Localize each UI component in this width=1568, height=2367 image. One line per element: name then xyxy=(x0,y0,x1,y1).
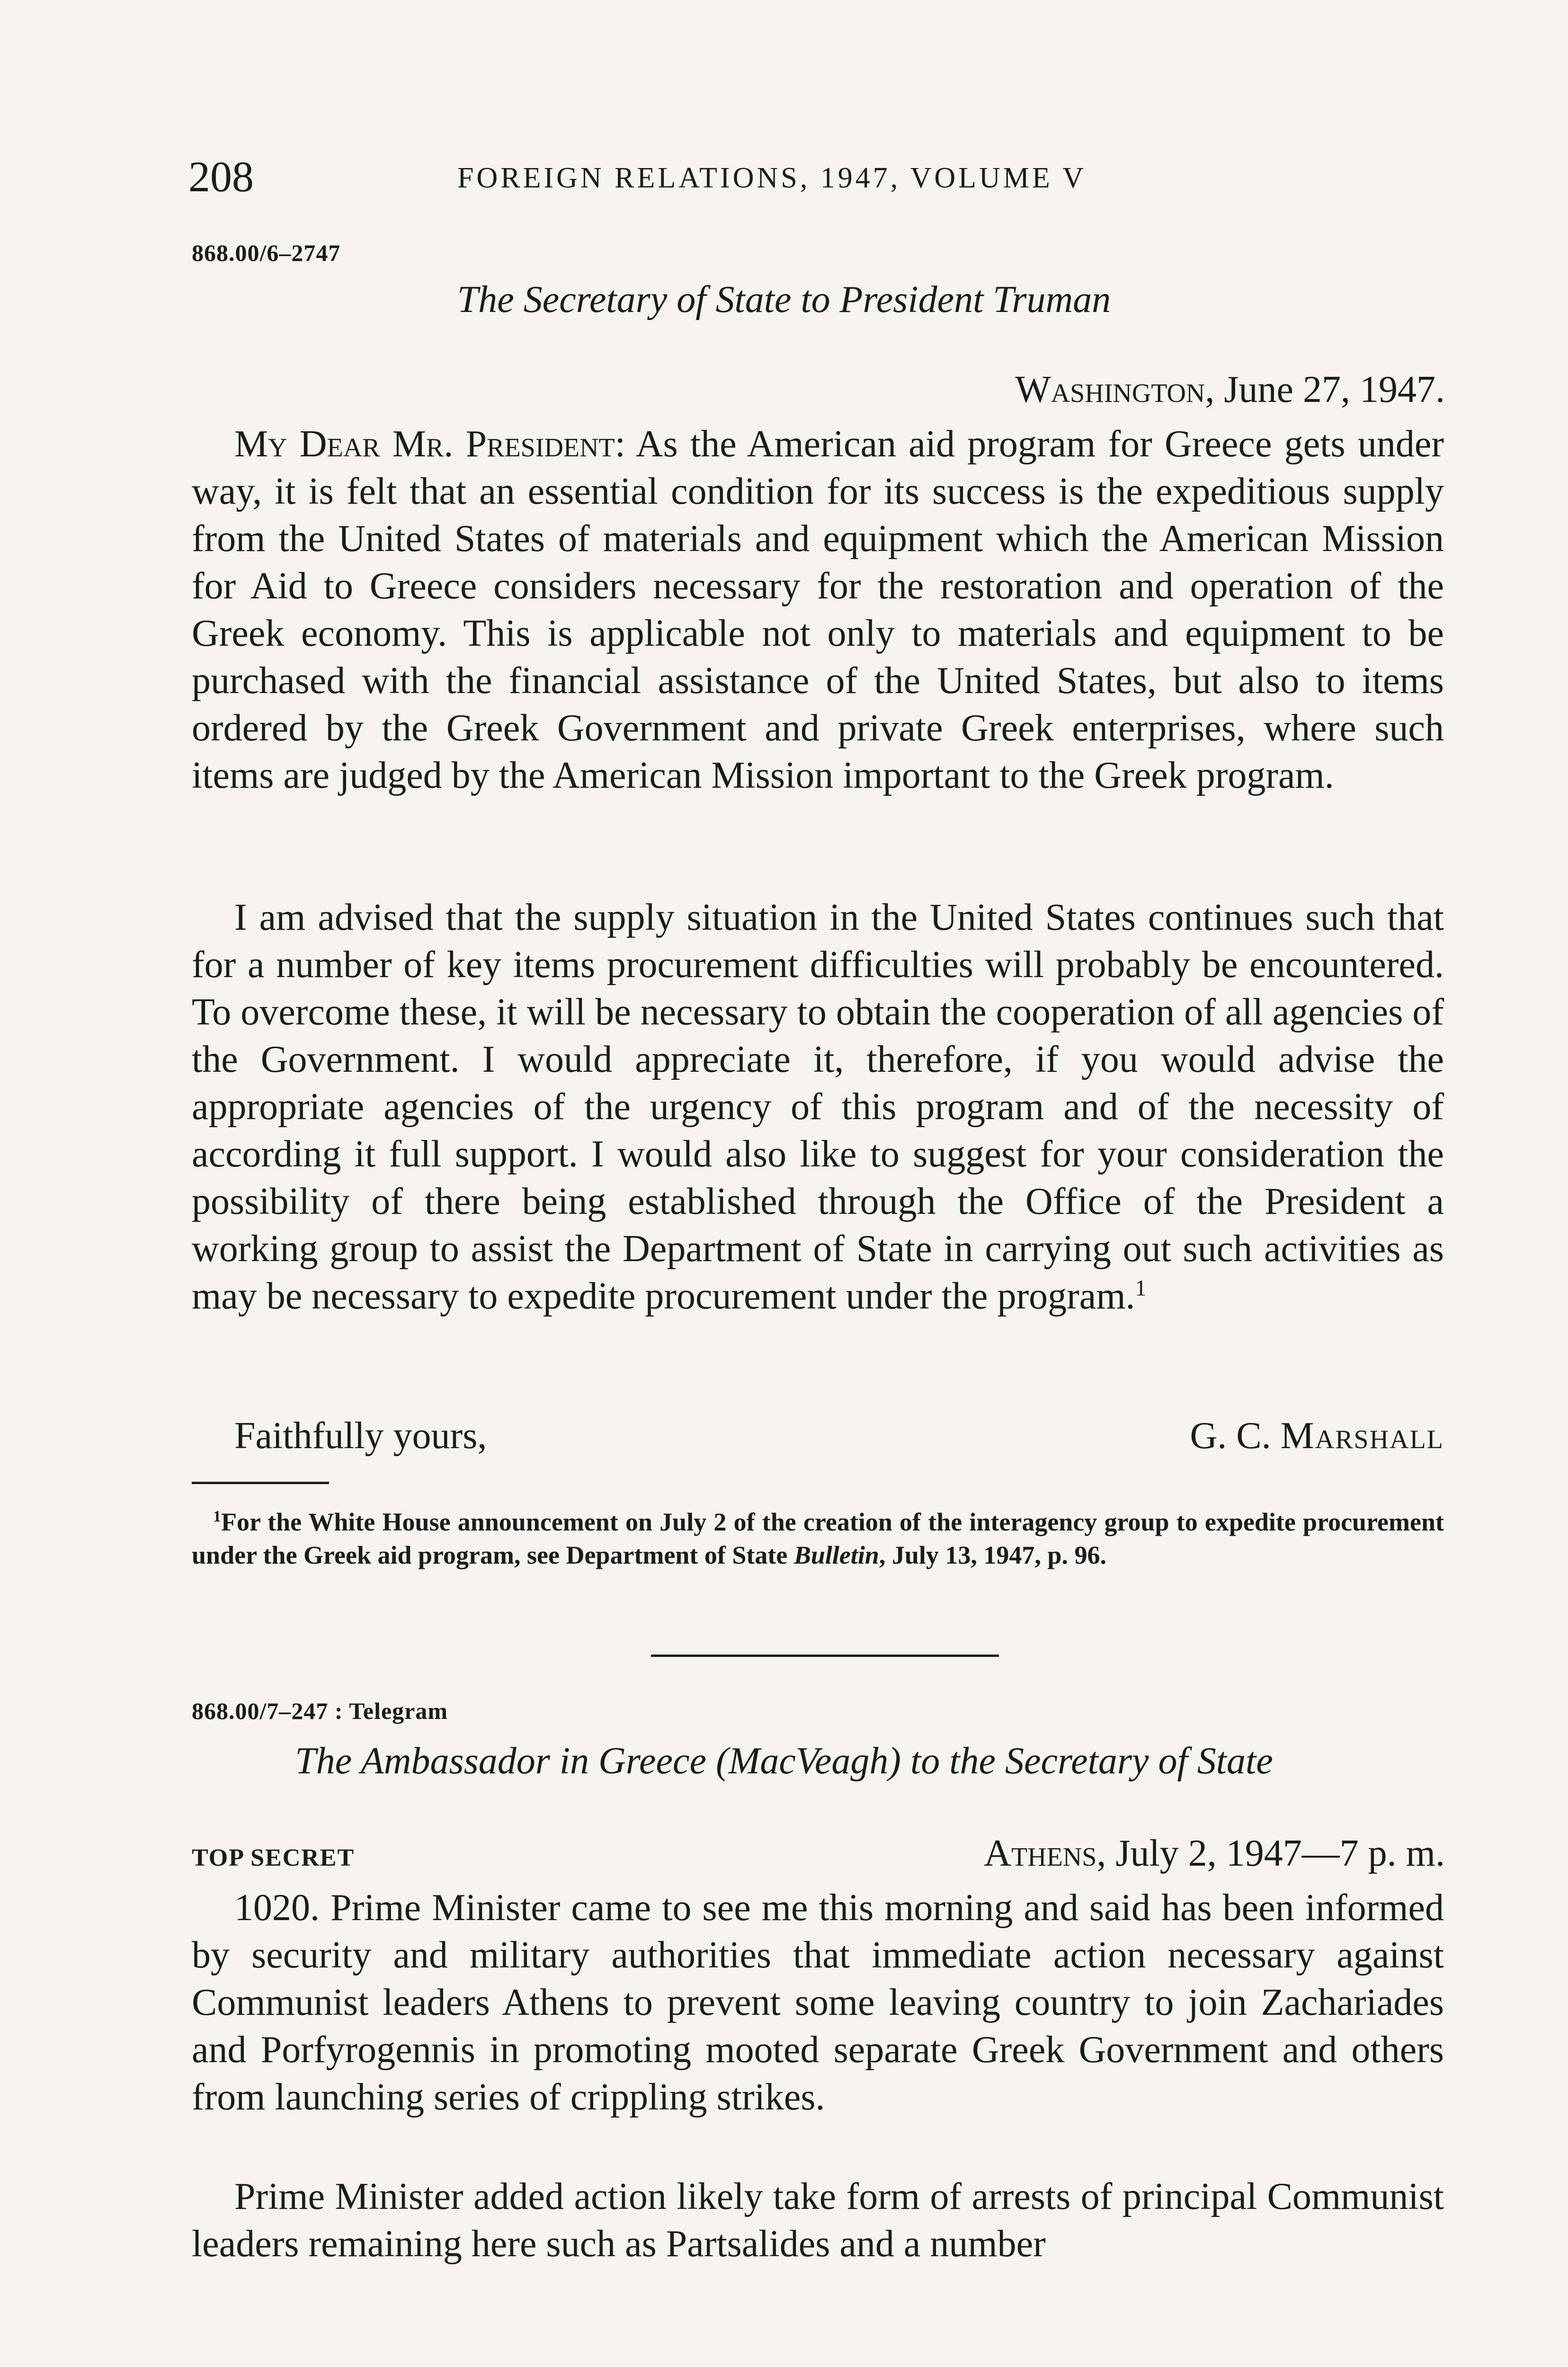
section-divider xyxy=(651,1655,999,1657)
dateline xyxy=(1015,368,1445,411)
dateline-date: , July 2, 1947—7 p. m. xyxy=(1096,1833,1445,1874)
running-head xyxy=(188,151,1457,203)
complimentary-close: Faithfully yours, xyxy=(234,1415,487,1457)
telegram-paragraph: Prime Minister added action likely take form of arrests of principal Communist leaders remaining here such as Partsalides and a number xyxy=(192,2176,1444,2265)
footnote-marker: 1 xyxy=(213,1508,221,1525)
footnote-publication: Bulletin xyxy=(793,1541,879,1569)
dateline xyxy=(984,1832,1445,1875)
page-number: 208 xyxy=(188,152,254,201)
document-title: The Ambassador in Greece (MacVeagh) to the Secretary of State xyxy=(295,1740,1273,1782)
footnote-citation: , July 13, 1947, p. 96. xyxy=(879,1541,1106,1569)
file-reference: 868.00/6–2747 xyxy=(192,240,341,266)
signature-initials: G. C. xyxy=(1190,1415,1281,1457)
paragraph-text: : As the American aid program for Greece gets under way, it is felt that an essential condition for its success is the expeditious supply from the United States of materials and equipment which the American Mission for Aid to Greece considers necessary for the restoration and operation of the Greek economy. This is applicable not only to materials and equipment to be purchased with the financial assistance of the United States, but also to items ordered by the Greek Government and private Greek enterprises, where such items are judged by the American Mission important to the Greek program. xyxy=(192,423,1444,796)
document-title: The Secretary of State to President Truman xyxy=(457,279,1111,320)
dateline-place: Athens xyxy=(984,1833,1097,1874)
footnote-reference: 1 xyxy=(1135,1275,1147,1301)
letter-paragraph xyxy=(192,894,1444,1320)
signature-name: Marshall xyxy=(1280,1415,1444,1457)
footnote-text: For the White House announcement on July 2 of the creation of the interagency group to expedite procurement under the Greek aid program, see Department of State xyxy=(192,1508,1444,1569)
file-reference: 868.00/7–247 : Telegram xyxy=(192,1698,448,1724)
telegram-paragraph: 1020. Prime Minister came to see me this morning and said has been informed by security and military authorities that immediate action necessary against Communist leaders Athens to prevent some leaving country to join Zachariades and Porfyrogennis in promoting mooted separate Greek Government and others from launching series of crippling strikes. xyxy=(192,1887,1444,2118)
letter-paragraph xyxy=(192,420,1444,799)
running-head-title: FOREIGN RELATIONS, 1947, VOLUME V xyxy=(457,162,1087,194)
signature xyxy=(1190,1415,1444,1458)
dateline-date: , June 27, 1947. xyxy=(1205,369,1445,410)
salutation: My Dear Mr. President xyxy=(234,423,615,465)
dateline-place: Washington xyxy=(1015,369,1205,410)
footnote xyxy=(192,1505,1444,1572)
classification-marking: TOP SECRET xyxy=(192,1844,355,1871)
paragraph-text: I am advised that the supply situation in the United States continues such that for a number of key items procurement difficulties will probably be encountered. To overcome these, it will be necessary to obtain the cooperation of all agencies of the Government. I would appreciate it, therefore, if you would advise the appropriate agencies of the urgency of this program and of the necessity of according it full support. I would also like to suggest for your consideration the possibility of there being established through the Office of the President a working group to assist the Department of State in carrying out such activities as may be necessary to expedite procurement under the program. xyxy=(192,897,1444,1317)
closing-block xyxy=(192,1415,1444,1462)
footnote-rule xyxy=(192,1482,329,1484)
